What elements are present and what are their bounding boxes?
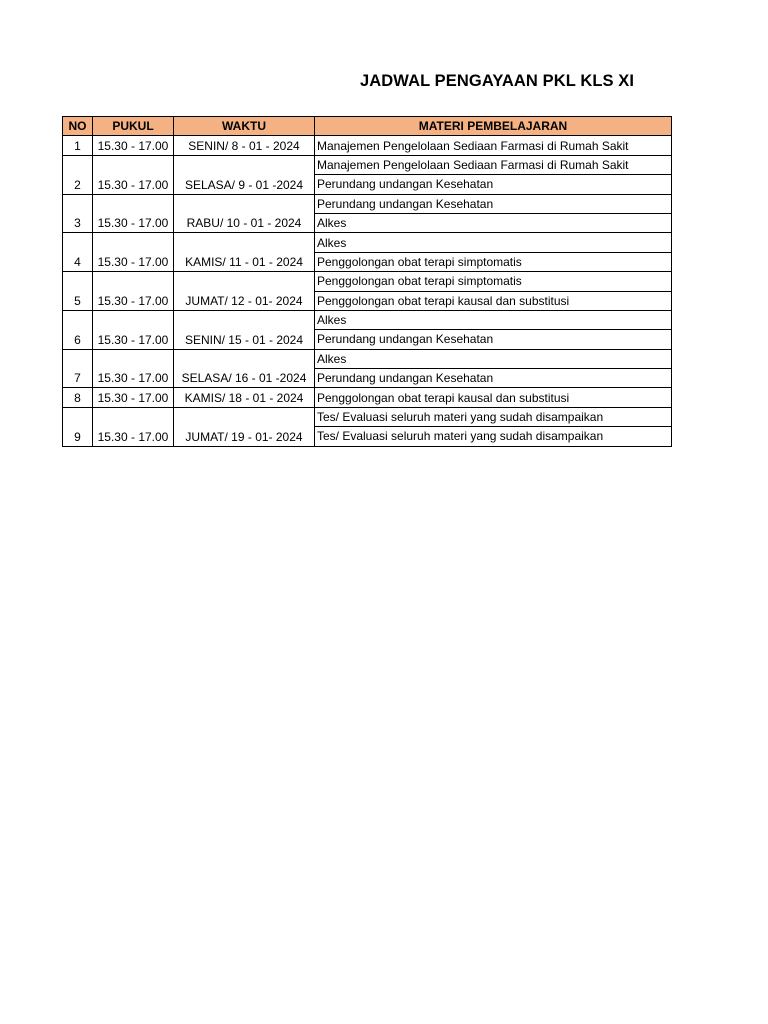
schedule-table bbox=[62, 116, 672, 447]
cell-no: 3 bbox=[63, 194, 93, 233]
table-row bbox=[63, 136, 672, 155]
cell-waktu: SENIN/ 8 - 01 - 2024 bbox=[174, 136, 315, 155]
cell-pukul: 15.30 - 17.00 bbox=[93, 155, 174, 194]
cell-waktu: KAMIS/ 18 - 01 - 2024 bbox=[174, 388, 315, 407]
cell-materi: Alkes bbox=[315, 233, 672, 252]
cell-materi: Tes/ Evaluasi seluruh materi yang sudah disampaikan bbox=[315, 407, 672, 426]
schedule-body bbox=[63, 136, 672, 446]
table-row bbox=[63, 349, 672, 368]
cell-no: 1 bbox=[63, 136, 93, 155]
cell-waktu: JUMAT/ 19 - 01- 2024 bbox=[174, 407, 315, 446]
cell-materi: Alkes bbox=[315, 310, 672, 329]
table-row bbox=[63, 194, 672, 213]
document-title: JADWAL PENGAYAAN PKL KLS XI bbox=[360, 72, 635, 90]
cell-materi: Alkes bbox=[315, 213, 672, 232]
cell-materi: Perundang undangan Kesehatan bbox=[315, 369, 672, 388]
cell-waktu: SELASA/ 9 - 01 -2024 bbox=[174, 155, 315, 194]
cell-pukul: 15.30 - 17.00 bbox=[93, 407, 174, 446]
cell-no: 7 bbox=[63, 349, 93, 388]
cell-pukul: 15.30 - 17.00 bbox=[93, 349, 174, 388]
cell-pukul: 15.30 - 17.00 bbox=[93, 136, 174, 155]
cell-materi: Penggolongan obat terapi simptomatis bbox=[315, 272, 672, 291]
header-materi: MATERI PEMBELAJARAN bbox=[315, 117, 672, 136]
cell-pukul: 15.30 - 17.00 bbox=[93, 388, 174, 407]
cell-materi: Alkes bbox=[315, 349, 672, 368]
cell-no: 4 bbox=[63, 233, 93, 272]
cell-no: 2 bbox=[63, 155, 93, 194]
cell-no: 9 bbox=[63, 407, 93, 446]
cell-waktu: SENIN/ 15 - 01 - 2024 bbox=[174, 310, 315, 349]
cell-no: 8 bbox=[63, 388, 93, 407]
header-no: NO bbox=[63, 117, 93, 136]
header-pukul: PUKUL bbox=[93, 117, 174, 136]
cell-pukul: 15.30 - 17.00 bbox=[93, 310, 174, 349]
table-row bbox=[63, 388, 672, 407]
cell-materi: Manajemen Pengelolaan Sediaan Farmasi di Rumah Sakit bbox=[315, 136, 672, 155]
table-row bbox=[63, 155, 672, 174]
cell-pukul: 15.30 - 17.00 bbox=[93, 194, 174, 233]
cell-waktu: RABU/ 10 - 01 - 2024 bbox=[174, 194, 315, 233]
table-header-row bbox=[63, 117, 672, 136]
table-row bbox=[63, 407, 672, 426]
cell-materi: Perundang undangan Kesehatan bbox=[315, 194, 672, 213]
cell-materi: Manajemen Pengelolaan Sediaan Farmasi di Rumah Sakit bbox=[315, 155, 672, 174]
cell-waktu: SELASA/ 16 - 01 -2024 bbox=[174, 349, 315, 388]
table-row bbox=[63, 272, 672, 291]
cell-materi: Perundang undangan Kesehatan bbox=[315, 330, 672, 349]
cell-waktu: KAMIS/ 11 - 01 - 2024 bbox=[174, 233, 315, 272]
table-row bbox=[63, 310, 672, 329]
cell-no: 5 bbox=[63, 272, 93, 311]
header-waktu: WAKTU bbox=[174, 117, 315, 136]
cell-materi: Tes/ Evaluasi seluruh materi yang sudah disampaikan bbox=[315, 427, 672, 446]
cell-materi: Penggolongan obat terapi kausal dan substitusi bbox=[315, 291, 672, 310]
cell-pukul: 15.30 - 17.00 bbox=[93, 233, 174, 272]
cell-waktu: JUMAT/ 12 - 01- 2024 bbox=[174, 272, 315, 311]
cell-no: 6 bbox=[63, 310, 93, 349]
cell-pukul: 15.30 - 17.00 bbox=[93, 272, 174, 311]
cell-materi: Perundang undangan Kesehatan bbox=[315, 175, 672, 194]
cell-materi: Penggolongan obat terapi kausal dan substitusi bbox=[315, 388, 672, 407]
table-row bbox=[63, 233, 672, 252]
cell-materi: Penggolongan obat terapi simptomatis bbox=[315, 252, 672, 271]
